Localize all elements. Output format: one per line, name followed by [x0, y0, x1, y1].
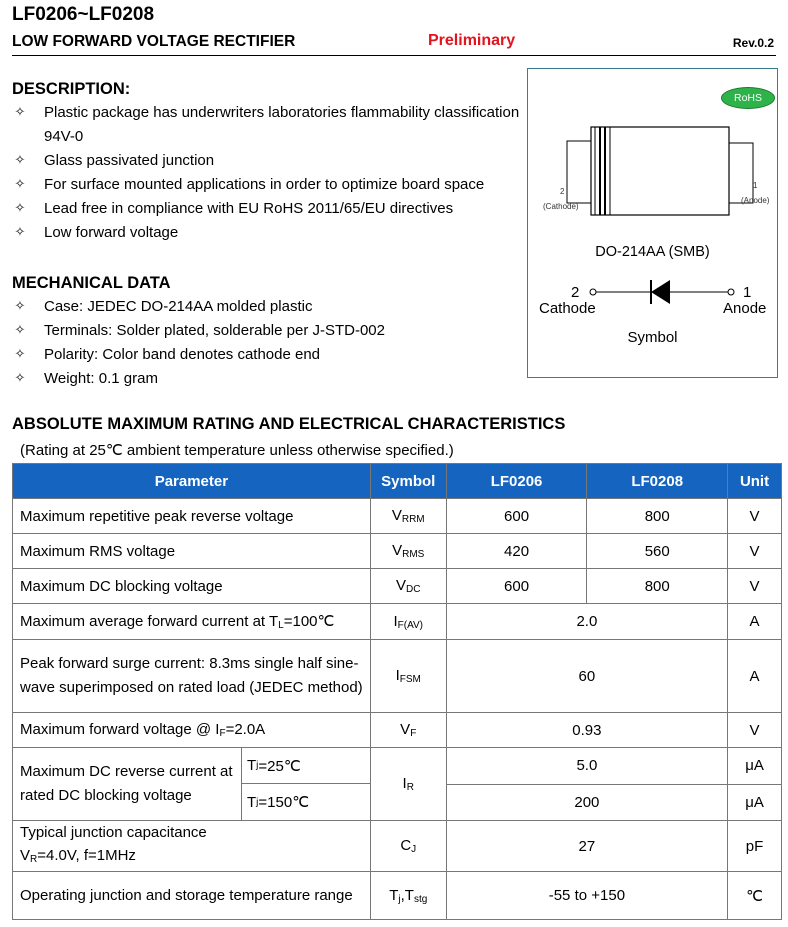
symbol-cell: $C_J$ [370, 821, 446, 872]
symbol-label: Symbol [627, 329, 678, 346]
ir-conditions [241, 748, 370, 820]
table-row [13, 499, 782, 534]
value-cell: 800 [587, 499, 728, 534]
list-item: ✧ Plastic package has underwriters laboratories flammability classification 94V-0 [12, 101, 524, 149]
symbol-cell: $V_{RRM}$ [370, 499, 446, 534]
table-row [13, 713, 782, 748]
document-subtitle: LOW FORWARD VOLTAGE RECTIFIER [12, 33, 296, 50]
unit-cell: V [728, 569, 782, 604]
bullet-icon: ✧ [14, 299, 26, 314]
unit-cell: V [728, 713, 782, 748]
value-cell: 60 [446, 640, 727, 713]
mechanical-heading: MECHANICAL DATA [12, 274, 171, 292]
pin1-number: 1 [743, 284, 752, 301]
unit-cell: V [728, 499, 782, 534]
table-row [13, 748, 782, 785]
bullet-icon: ✧ [14, 153, 26, 168]
value-cell: -55 to +150 [446, 872, 727, 920]
value-cell: 2.0 [446, 604, 727, 640]
unit-cell: A [728, 640, 782, 713]
pin1-small-name: (Anode) [741, 196, 770, 205]
revision-label: Rev.0.2 [732, 36, 774, 50]
value-cell: 0.93 [446, 713, 727, 748]
list-item: ✧ For surface mounted applications in order to optimize board space [12, 173, 524, 197]
symbol-cell: $I_{F(AV)}$ [370, 604, 446, 640]
bullet-icon: ✧ [14, 177, 26, 192]
ratings-note: (Rating at 25℃ ambient temperature unless otherwise specified.) [20, 442, 454, 459]
pin1-small-number: 1 [753, 181, 758, 190]
col-header-unit: Unit [728, 464, 782, 499]
package-name: DO-214AA (SMB) [595, 244, 710, 260]
col-header-lf0206: LF0206 [446, 464, 587, 499]
bullet-icon: ✧ [14, 371, 26, 386]
param-cell: Maximum forward voltage @ $I_F=2.0A$ [13, 713, 371, 748]
ratings-heading: ABSOLUTE MAXIMUM RATING AND ELECTRICAL CHARACTERISTICS [12, 415, 566, 433]
table-header-row [13, 464, 782, 499]
list-item: ✧ Lead free in compliance with EU RoHS 2011/65/EU directives [12, 197, 524, 221]
param-cell: Maximum RMS voltage [13, 534, 371, 569]
param-cell: Maximum DC blocking voltage [13, 569, 371, 604]
param-cell: Maximum repetitive peak reverse voltage [13, 499, 371, 534]
list-item: ✧ Terminals: Solder plated, solderable per J-STD-002 [12, 319, 512, 343]
table-row [13, 604, 782, 640]
value-cell: 600 [446, 499, 587, 534]
bullet-icon: ✧ [14, 347, 26, 362]
bullet-icon: ✧ [14, 225, 26, 240]
ir-condition-150: T j =150℃ [247, 793, 310, 811]
pin2-number: 2 [571, 284, 580, 301]
description-list [12, 101, 524, 245]
unit-cell: μA [728, 748, 782, 785]
ir-condition-25: T j =25℃ [242, 748, 370, 784]
list-item: ✧ Glass passivated junction [12, 149, 524, 173]
value-cell: 27 [446, 821, 727, 872]
value-cell: 600 [446, 569, 587, 604]
list-item: ✧ Polarity: Color band denotes cathode end [12, 343, 512, 367]
value-cell: 560 [587, 534, 728, 569]
list-item: ✧ Case: JEDEC DO-214AA molded plastic [12, 295, 512, 319]
bullet-icon: ✧ [14, 105, 26, 120]
unit-cell: V [728, 534, 782, 569]
symbol-cell: $V_{RMS}$ [370, 534, 446, 569]
col-header-symbol: Symbol [370, 464, 446, 499]
table-row [13, 534, 782, 569]
table-row [13, 821, 782, 872]
col-header-lf0208: LF0208 [587, 464, 728, 499]
unit-cell: ℃ [728, 872, 782, 920]
mechanical-list [12, 295, 512, 391]
symbol-cell: $V_F$ [370, 713, 446, 748]
header-rule [12, 55, 776, 56]
bullet-icon: ✧ [14, 323, 26, 338]
part-number-title: LF0206~LF0208 [12, 4, 155, 25]
unit-cell: pF [728, 821, 782, 872]
value-cell: 200 [446, 784, 727, 821]
ir-param-text: Maximum DC reverse current at rated DC blocking voltage [20, 763, 233, 804]
param-cell: Typical junction capacitance $V_R=4.0V$, f=1MHz [13, 821, 371, 872]
bullet-icon: ✧ [14, 201, 26, 216]
package-figure [527, 68, 778, 378]
rohs-badge: RoHS [721, 87, 775, 109]
ratings-table [12, 463, 782, 920]
param-cell: Operating junction and storage temperature range [13, 872, 371, 920]
table-row [13, 640, 782, 713]
param-cell: Maximum average forward current at $T_L=100℃$ [13, 604, 371, 640]
param-cell: Peak forward surge current: 8.3ms single half sine-wave superimposed on rated load (JEDEC method) [13, 640, 371, 713]
pin1-name: Anode [723, 300, 767, 317]
description-heading: DESCRIPTION: [12, 80, 131, 98]
table-row [13, 569, 782, 604]
list-item: ✧ Weight: 0.1 gram [12, 367, 512, 391]
param-cell [13, 748, 371, 821]
pin2-name: Cathode [539, 300, 596, 317]
symbol-cell: $I_{FSM}$ [370, 640, 446, 713]
symbol-cell: $V_{DC}$ [370, 569, 446, 604]
symbol-cell: $T_j,T_{stg}$ [370, 872, 446, 920]
unit-cell: A [728, 604, 782, 640]
col-header-parameter: Parameter [13, 464, 371, 499]
pin2-small-name: (Cathode) [543, 202, 579, 211]
value-cell: 5.0 [446, 748, 727, 785]
pin2-small-number: 2 [560, 187, 565, 196]
symbol-cell: $I_R$ [370, 748, 446, 821]
list-item: ✧ Low forward voltage [12, 221, 524, 245]
value-cell: 800 [587, 569, 728, 604]
value-cell: 420 [446, 534, 587, 569]
unit-cell: μA [728, 784, 782, 821]
table-row [13, 872, 782, 920]
status-label: Preliminary [428, 32, 516, 49]
